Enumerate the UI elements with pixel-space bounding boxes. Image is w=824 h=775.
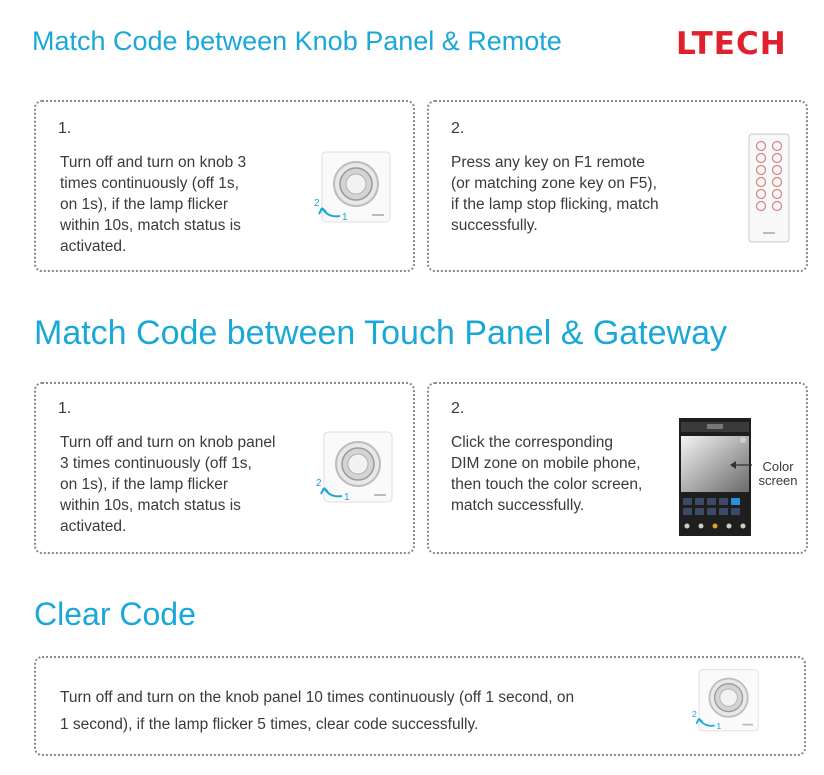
knob-panel-icon xyxy=(316,430,394,508)
step-number: 1. xyxy=(58,120,72,137)
step-box-knob-remote-1 xyxy=(34,100,415,272)
section-title-clear-code: Clear Code xyxy=(34,596,196,632)
step-text: Press any key on F1 remote (or matching zone key on F5), if the lamp stop flicking, match successfully. xyxy=(451,154,659,234)
step-box-touch-gateway-1 xyxy=(34,382,415,554)
section-title-touch-gateway: Match Code between Touch Panel & Gateway xyxy=(34,314,728,352)
step-box-knob-remote-2 xyxy=(427,100,808,272)
step-box-touch-gateway-2 xyxy=(427,382,808,554)
step-number: 2. xyxy=(451,400,465,417)
ltech-logo: LTECH xyxy=(676,26,787,62)
section-title-knob-remote: Match Code between Knob Panel & Remote xyxy=(32,26,562,56)
svg-text:2: 2 xyxy=(692,708,697,719)
callout-arrow-icon xyxy=(730,460,752,470)
step-number: 1. xyxy=(58,400,72,417)
svg-text:1: 1 xyxy=(716,721,722,732)
step-number: 2. xyxy=(451,120,465,137)
color-screen-callout: Color screen xyxy=(758,459,798,488)
knob-panel-icon xyxy=(314,150,392,228)
knob-panel-icon xyxy=(692,668,760,736)
svg-text:2: 2 xyxy=(314,198,320,209)
mobile-phone-app-icon xyxy=(679,418,751,536)
step-box-clear-code xyxy=(34,656,806,756)
step-text: Turn off and turn on knob 3 times continuously (off 1s, on 1s), if the lamp flicker within 10s, match status is activated. xyxy=(60,154,247,255)
svg-text:1: 1 xyxy=(342,212,348,223)
step-text: Turn off and turn on knob panel 3 times continuously (off 1s, on 1s), if the lamp flicker within 10s, match status is activated. xyxy=(60,434,276,535)
step-text: Click the corresponding DIM zone on mobile phone, then touch the color screen, match successfully. xyxy=(451,434,643,514)
svg-text:1: 1 xyxy=(344,492,350,503)
svg-text:2: 2 xyxy=(316,478,322,489)
step-text: Turn off and turn on the knob panel 10 times continuously (off 1 second, on 1 second), if the lamp flicker 5 times, clear code successfully. xyxy=(60,689,575,733)
f1-remote-icon xyxy=(747,132,791,244)
